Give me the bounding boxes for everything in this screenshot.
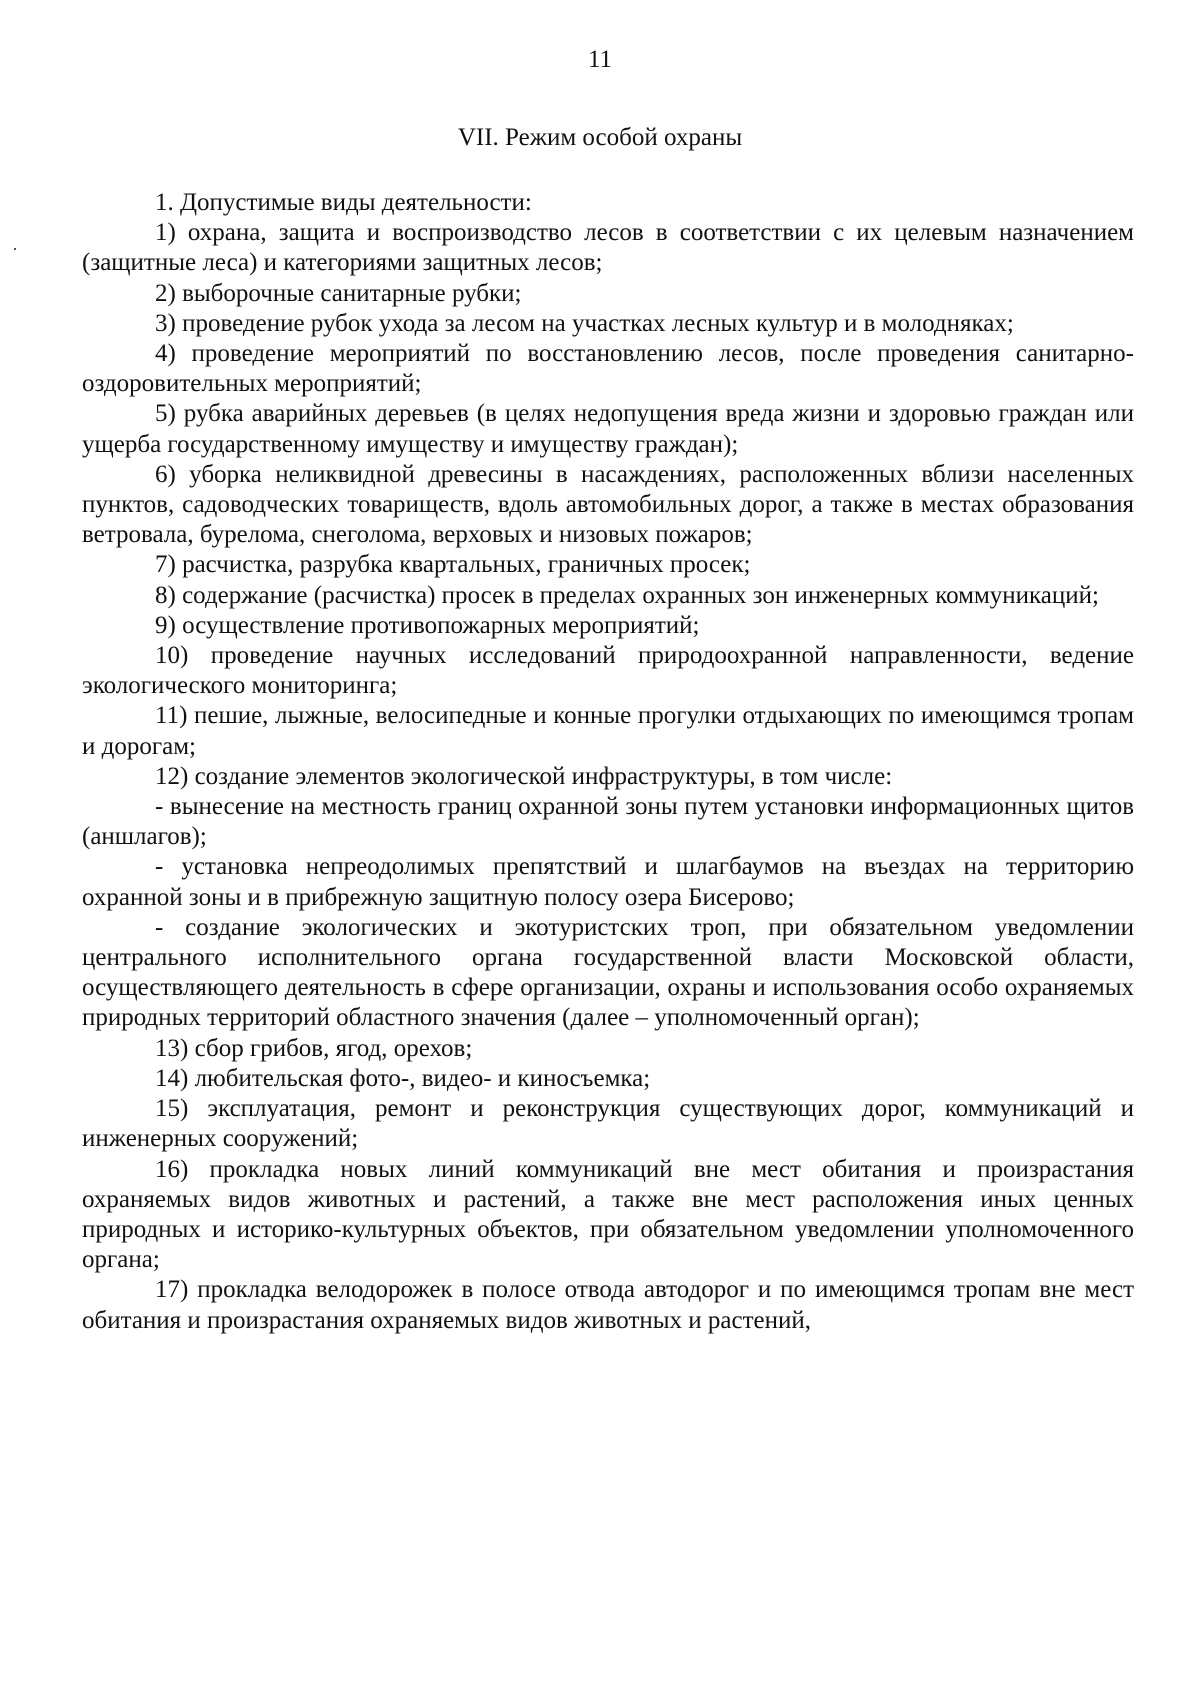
document-body xyxy=(82,188,1134,1336)
scan-speck xyxy=(14,248,16,250)
list-item: 14) любительская фото-, видео- и киносъемка; xyxy=(155,1064,651,1092)
list-item: 11) пешие, лыжные, велосипедные и конные прогулки отдыхающих по имеющимся тропам и дорогам; xyxy=(82,702,1134,760)
paragraph-permitted-activities: 1. Допустимые виды деятельности: xyxy=(155,189,532,216)
sub-list-item: - установка непреодолимых препятствий и шлагбаумов на въездах на территорию охранной зоны и в прибрежную защитную полосу озера Бисерово; xyxy=(82,853,1134,911)
list-item: 3) проведение рубок ухода за лесом на участках лесных культур и в молодняках; xyxy=(155,309,1014,337)
list-item: 16) прокладка новых линий коммуникаций вне мест обитания и произрастания охраняемых видов животных и растений, а также вне мест расположения иных ценных природных и историко-культурных объектов, при обязательном уведомлении уполномоченного органа; xyxy=(82,1155,1134,1274)
list-item: 17) прокладка велодорожек в полосе отвода автодорог и по имеющимся тропам вне мест обитания и произрастания охраняемых видов животных и растений, xyxy=(82,1276,1134,1334)
sub-list-item: - создание экологических и экотуристских троп, при обязательном уведомлении центрального исполнительного органа государственной власти Московской области, осуществляющего деятельность в сфере организации, охраны и использования особо охраняемых природных территорий областного значения (далее – уполномоченный орган); xyxy=(82,913,1134,1032)
section-title: VII. Режим особой охраны xyxy=(457,124,743,151)
page-number: 11 xyxy=(587,46,613,73)
list-item: 15) эксплуатация, ремонт и реконструкция существующих дорог, коммуникаций и инженерных сооружений; xyxy=(82,1095,1134,1153)
list-item: 2) выборочные санитарные рубки; xyxy=(155,279,522,307)
list-item: 8) содержание (расчистка) просек в пределах охранных зон инженерных коммуникаций; xyxy=(155,581,1099,609)
sub-list-item: - вынесение на местность границ охранной зоны путем установки информационных щитов (аншлагов); xyxy=(82,793,1134,851)
list-item: 7) расчистка, разрубка квартальных, граничных просек; xyxy=(155,551,751,579)
list-item: 13) сбор грибов, ягод, орехов; xyxy=(155,1034,473,1062)
list-item: 12) создание элементов экологической инфраструктуры, в том числе: xyxy=(155,762,893,790)
list-item: 4) проведение мероприятий по восстановлению лесов, после проведения санитарно-оздоровительных мероприятий; xyxy=(82,340,1134,398)
list-item: 5) рубка аварийных деревьев (в целях недопущения вреда жизни и здоровью граждан или ущерба государственному имуществу и имуществу граждан); xyxy=(82,400,1134,458)
list-item: 10) проведение научных исследований природоохранной направленности, ведение экологического мониторинга; xyxy=(82,642,1134,700)
list-item: 6) уборка неликвидной древесины в насаждениях, расположенных вблизи населенных пунктов, садоводческих товариществ, вдоль автомобильных дорог, а также в местах образования ветровала, бурелома, снеголома, верховых и низовых пожаров; xyxy=(82,460,1134,549)
list-item: 9) осуществление противопожарных мероприятий; xyxy=(155,611,700,639)
list-item: 1) охрана, защита и воспроизводство лесов в соответствии с их целевым назначением (защитные леса) и категориями защитных лесов; xyxy=(82,219,1134,277)
